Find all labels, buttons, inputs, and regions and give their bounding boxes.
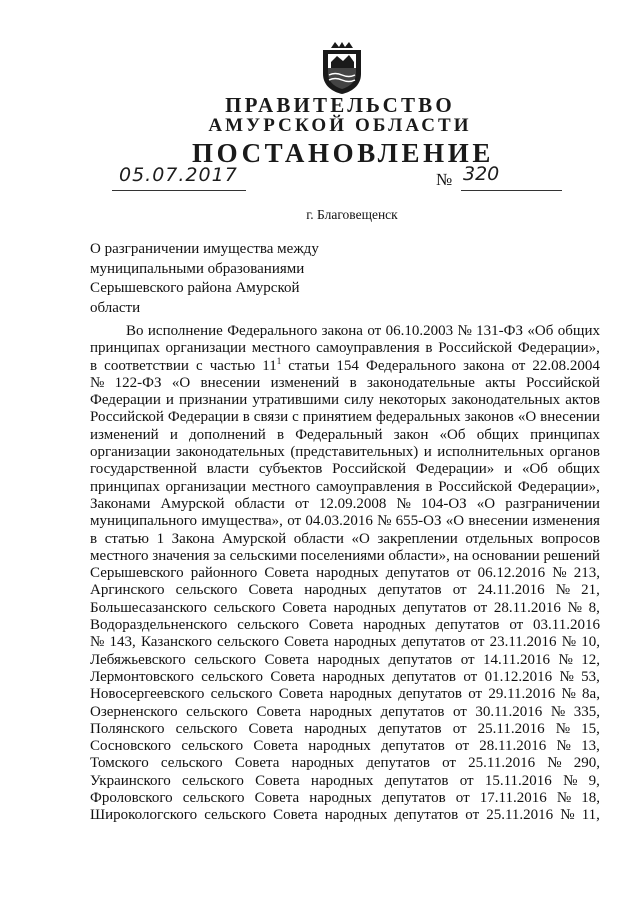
body-line: в соответствии с частью $11^1$ статьи 154 Федерального закона от 22.08.2004	[90, 355, 600, 374]
body-line: в статью 1 Закона Амурской области «О закреплении отдельных вопросов	[90, 530, 600, 547]
body-line: Аргинского сельского Совета народных депутатов от 24.11.2016 № 21,	[90, 582, 600, 599]
body-line: Федерации и признании утратившими силу некоторых законодательных актов	[90, 392, 600, 409]
body-line: Во исполнение Федерального закона от 06.10.2003 № 131-ФЗ «Об общих	[126, 323, 600, 339]
body-line: Российской Федерации в связи с принятием федеральных законов «О внесении	[90, 409, 600, 426]
body-line: организации законодательных (представительных) и исполнительных органов	[90, 444, 600, 461]
subject-line: муниципальными образованиями	[90, 260, 305, 277]
body-line: Большесазанского сельского Совета народных депутатов от 28.11.2016 № 8,	[90, 599, 600, 616]
subject-line: О разграничении имущества между	[90, 241, 319, 257]
body-line: Фроловского сельского Совета народных депутатов от 17.11.2016 № 18,	[90, 790, 600, 807]
body-line: Томского сельского Совета народных депутатов от 25.11.2016 № 290,	[90, 755, 600, 772]
date-underline	[112, 190, 246, 191]
body-line: принципах организации местного самоуправления в Российской Федерации»,	[90, 340, 600, 357]
body-line: Водораздельненского сельского Совета народных депутатов от 03.11.2016	[90, 617, 600, 634]
number-label: №	[436, 170, 453, 189]
handwritten-number: 320	[463, 163, 500, 185]
decree-subject	[90, 240, 350, 318]
body-line: принципах организации местного самоуправления в Российской Федерации»,	[90, 478, 600, 495]
body-line: Лермонтовского сельского Совета народных депутатов от 01.12.2016 № 53,	[90, 668, 600, 685]
number-underline	[461, 190, 562, 191]
subject-line: области	[90, 299, 141, 316]
body-line: Полянского сельского Совета народных депутатов от 25.11.2016 № 15,	[90, 720, 600, 737]
body-line: № 143, Казанского сельского Совета народных депутатов от 23.11.2016 № 10,	[90, 634, 600, 651]
body-line: Серышевского районного Совета народных депутатов от 06.12.2016 № 213,	[90, 565, 600, 582]
coat-of-arms-icon	[319, 42, 365, 94]
city-line: г. Благовещенск	[306, 207, 398, 222]
body-line: Новосергеевского сельского Совета народных депутатов от 29.11.2016 № 8а,	[90, 686, 600, 703]
body-line: Озерненского сельского Совета народных депутатов от 30.11.2016 № 335,	[90, 703, 600, 720]
handwritten-date: 05.07.2017	[119, 164, 238, 186]
document-type-title: ПОСТАНОВЛЕНИЕ	[192, 138, 494, 168]
body-line: Широкологского сельского Совета народных депутатов от 25.11.2016 № 11,	[90, 807, 600, 824]
decree-body	[90, 323, 600, 825]
body-line: Законами Амурской области от 12.09.2008 № 104-ОЗ «О разграничении	[90, 495, 600, 512]
subject-line: Серышевского района Амурской	[90, 280, 300, 296]
body-line: Сосновского сельского Совета народных депутатов от 28.11.2016 № 13,	[90, 738, 600, 755]
body-line: местного значения за сельскими поселениями области», на основании решений	[90, 547, 600, 564]
region-title: АМУРСКОЙ ОБЛАСТИ	[208, 115, 472, 136]
government-title: ПРАВИТЕЛЬСТВО	[225, 93, 455, 117]
body-line: муниципального имущества», от 04.03.2016 № 655-ОЗ «О внесении изменения	[90, 513, 600, 530]
body-line: № 122-ФЗ «О внесении изменений в законодательные акты Российской	[90, 374, 600, 391]
body-line: Лебяжьевского сельского Совета народных депутатов от 14.11.2016 № 12,	[90, 651, 600, 668]
body-line: Украинского сельского Совета народных депутатов от 15.11.2016 № 9,	[90, 772, 600, 789]
body-line: изменений и дополнений в Федеральный закон «Об общих принципах	[90, 426, 600, 443]
body-line: государственной власти субъектов Российской Федерации» и «Об общих	[90, 461, 600, 478]
